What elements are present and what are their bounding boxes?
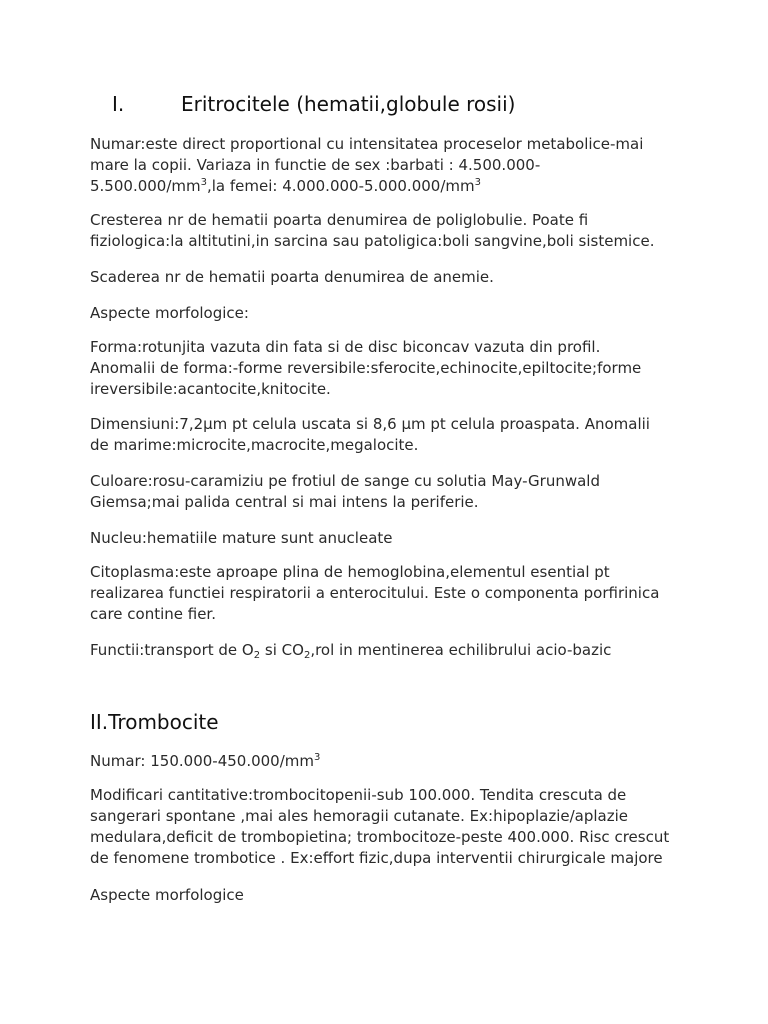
text-line: mare la copii. Variaza in functie de sex :barbati : 4.500.000- xyxy=(90,156,541,174)
paragraph-modificari xyxy=(90,785,690,869)
text-line: Dimensiuni:7,2µm pt celula uscata si 8,6 µm pt celula proaspata. Anomalii xyxy=(90,415,650,433)
text-line: Giemsa;mai palida central si mai intens la periferie. xyxy=(90,493,479,511)
text-line: $5.500.000/mm^3,la$ femei: $4.000.000-5.000.000/mm^3$ xyxy=(90,177,481,195)
text-line: care contine fier. xyxy=(90,605,216,623)
text-line: Aspecte morfologice: xyxy=(90,304,249,322)
paragraph-nucleu xyxy=(90,528,690,549)
section-2-heading: II.Trombocite xyxy=(90,710,219,734)
paragraph-functii xyxy=(90,640,690,661)
paragraph-aspecte-morfologice-2 xyxy=(90,885,690,906)
text-line: Modificari cantitative:trombocitopenii-sub 100.000. Tendita crescuta de xyxy=(90,786,627,804)
text-line: Functii:transport de $O_2$ si $CO_2,rol$ in mentinerea echilibrului acio-bazic xyxy=(90,641,612,661)
text-line: Numar:este direct proportional cu intensitatea proceselor metabolice-mai xyxy=(90,135,644,153)
text-line: fiziologica:la altitutini,in sarcina sau patoligica:boli sangvine,boli sistemice. xyxy=(90,232,655,250)
text-line: Culoare:rosu-caramiziu pe frotiul de sange cu solutia May-Grunwald xyxy=(90,472,600,490)
text-line: Scaderea nr de hematii poarta denumirea de anemie. xyxy=(90,268,494,286)
text-line: de marime:microcite,macrocite,megalocite. xyxy=(90,436,419,454)
text-line: Aspecte morfologice xyxy=(90,886,244,904)
section-1-title: Eritrocitele (hematii,globule rosii) xyxy=(181,92,516,116)
paragraph-citoplasma xyxy=(90,562,690,625)
section-1-number: I. xyxy=(112,92,125,116)
text-line: Forma:rotunjita vazuta din fata si de disc biconcav vazuta din profil. xyxy=(90,338,601,356)
paragraph-forma xyxy=(90,337,690,400)
text-line: Citoplasma:este aproape plina de hemoglobina,elementul esential pt xyxy=(90,563,610,581)
paragraph-dimensiuni xyxy=(90,414,690,456)
paragraph-scadere xyxy=(90,267,690,288)
section-1-heading xyxy=(112,92,515,116)
text-line: Numar: $150.000-450.000/mm^3$ xyxy=(90,752,321,770)
text-line: ireversibile:acantocite,knitocite. xyxy=(90,380,331,398)
paragraph-crestere xyxy=(90,210,690,252)
text-line: Anomalii de forma:-forme reversibile:sferocite,echinocite,epiltocite;forme xyxy=(90,359,642,377)
paragraph-aspecte-morfologice xyxy=(90,303,690,324)
text-line: medulara,deficit de trombopietina; trombocitoze-peste 400.000. Risc crescut xyxy=(90,828,670,846)
text-line: de fenomene trombotice . Ex:effort fizic,dupa interventii chirurgicale majore xyxy=(90,849,663,867)
paragraph-numar-trombocite xyxy=(90,751,690,772)
paragraph-numar-eritrocite xyxy=(90,134,690,197)
paragraph-culoare xyxy=(90,471,690,513)
text-line: Nucleu:hematiile mature sunt anucleate xyxy=(90,529,393,547)
text-line: Cresterea nr de hematii poarta denumirea de poliglobulie. Poate fi xyxy=(90,211,589,229)
text-line: sangerari spontane ,mai ales hemoragii cutanate. Ex:hipoplazie/aplazie xyxy=(90,807,629,825)
text-line: realizarea functiei respiratorii a enterocitului. Este o componenta porfirinica xyxy=(90,584,660,602)
